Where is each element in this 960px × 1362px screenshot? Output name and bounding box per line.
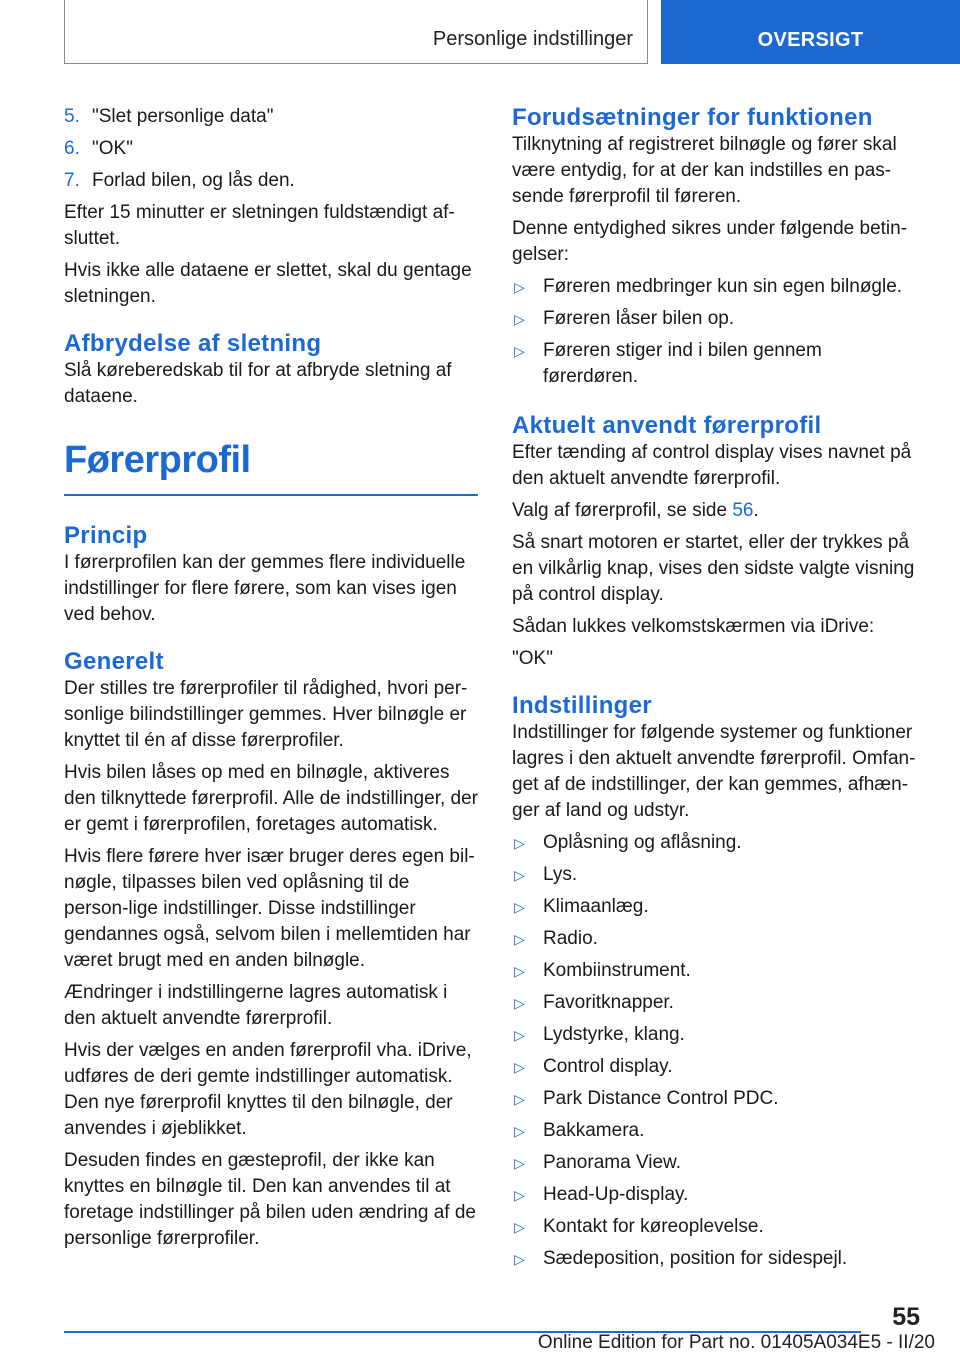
heading-forudsaetninger: Forudsætninger for funktionen bbox=[512, 104, 873, 131]
list-item bbox=[512, 830, 922, 856]
triangle-bullet-icon: ▷ bbox=[514, 963, 525, 979]
list-item-text: Lydstyrke, klang. bbox=[543, 1024, 685, 1045]
triangle-bullet-icon: ▷ bbox=[514, 867, 525, 883]
list-item bbox=[512, 894, 922, 920]
heading-generelt: Generelt bbox=[64, 647, 164, 675]
heading-forerprofil: Førerprofil bbox=[64, 439, 251, 481]
triangle-bullet-icon: ▷ bbox=[514, 1219, 525, 1235]
step-number: 6. bbox=[64, 138, 80, 159]
paragraph: Så snart motoren er startet, eller der trykkes på en vilkårlig knap, vises den sidste valgte visning på control display. bbox=[512, 532, 915, 605]
list-item bbox=[512, 1150, 922, 1176]
triangle-bullet-icon: ▷ bbox=[514, 311, 525, 327]
triangle-bullet-icon: ▷ bbox=[514, 899, 525, 915]
paragraph: Efter 15 minutter er sletningen fuldstændigt af-sluttet. bbox=[64, 202, 455, 249]
paragraph: Efter tænding af control display vises navnet på den aktuelt anvendte førerprofil. bbox=[512, 442, 912, 489]
paragraph: Slå køreberedskab til for at afbryde sletning af dataene. bbox=[64, 360, 452, 407]
paragraph: Tilknytning af registreret bilnøgle og fører skal være entydig, for at der kan indstilles en pas-sende førerprofil til føreren. bbox=[512, 134, 897, 207]
list-item bbox=[512, 926, 922, 952]
list-item-text: Føreren medbringer kun sin egen bilnøgle. bbox=[543, 276, 903, 297]
list-item bbox=[512, 1214, 922, 1240]
step-number: 7. bbox=[64, 170, 80, 191]
paragraph: I førerprofilen kan der gemmes flere individuelle indstillinger for flere førere, som kan vises igen ved behov. bbox=[64, 551, 466, 625]
list-item bbox=[512, 1118, 922, 1144]
heading-princip: Princip bbox=[64, 521, 148, 549]
list-item-text: Oplåsning og aflåsning. bbox=[543, 832, 742, 853]
paragraph: "OK" bbox=[512, 648, 553, 669]
triangle-bullet-icon: ▷ bbox=[514, 1027, 525, 1043]
page-number: 55 bbox=[892, 1303, 920, 1331]
list-item bbox=[512, 958, 922, 984]
paragraph: Ændringer i indstillingerne lagres automatisk i den aktuelt anvendte førerprofil. bbox=[64, 981, 448, 1029]
triangle-bullet-icon: ▷ bbox=[514, 835, 525, 851]
list-item bbox=[512, 1246, 922, 1272]
step-item bbox=[64, 136, 478, 162]
header-tab-overview[interactable] bbox=[661, 0, 960, 64]
right-column bbox=[512, 104, 922, 1278]
triangle-bullet-icon: ▷ bbox=[514, 995, 525, 1011]
triangle-bullet-icon: ▷ bbox=[514, 931, 525, 947]
list-item bbox=[512, 1054, 922, 1080]
paragraph: Hvis bilen låses op med en bilnøgle, aktiveres den tilknyttede førerprofil. Alle de indstillinger, der er gemt i førerprofilen, foretages automatisk. bbox=[64, 761, 478, 835]
paragraph: Denne entydighed sikres under følgende betin-gelser: bbox=[512, 218, 908, 265]
page-link-56[interactable]: 56 bbox=[732, 500, 754, 521]
footer-edition: Online Edition for Part no. 01405A034E5 - II/20 bbox=[537, 1332, 935, 1353]
list-item bbox=[512, 274, 922, 300]
list-item bbox=[512, 1022, 922, 1048]
paragraph: Hvis ikke alle dataene er slettet, skal du gentage sletningen. bbox=[64, 260, 472, 307]
list-item-text: Head-Up-display. bbox=[543, 1184, 689, 1205]
heading-afbrydelse: Afbrydelse af sletning bbox=[64, 330, 322, 357]
list-item-text: Klimaanlæg. bbox=[543, 896, 649, 917]
list-item-text: Føreren låser bilen op. bbox=[543, 308, 735, 329]
header-section-title: Personlige indstillinger bbox=[432, 28, 633, 50]
triangle-bullet-icon: ▷ bbox=[514, 1091, 525, 1107]
paragraph: Der stilles tre førerprofiler til rådighed, hvori per-sonlige bilindstillinger gemmes. Hver bilnøgle er knyttet til én af disse førerprofiler. bbox=[64, 677, 468, 751]
step-number: 5. bbox=[64, 106, 80, 127]
paragraph-page-ref bbox=[512, 498, 922, 524]
triangle-bullet-icon: ▷ bbox=[514, 1155, 525, 1171]
step-text: "Slet personlige data" bbox=[92, 106, 274, 127]
list-item bbox=[512, 306, 922, 332]
step-item bbox=[64, 168, 478, 194]
list-item bbox=[512, 1182, 922, 1208]
list-item-text: Føreren stiger ind i bilen gennem førerdøren. bbox=[543, 340, 822, 387]
ref-text-end: . bbox=[753, 500, 759, 521]
header-tab-label: OVERSIGT bbox=[757, 29, 864, 51]
list-item-text: Control display. bbox=[543, 1056, 673, 1077]
list-item bbox=[512, 338, 922, 390]
left-column bbox=[64, 104, 478, 1258]
triangle-bullet-icon: ▷ bbox=[514, 1123, 525, 1139]
list-item-text: Sædeposition, position for sidespejl. bbox=[543, 1248, 848, 1269]
triangle-bullet-icon: ▷ bbox=[514, 1251, 525, 1267]
triangle-bullet-icon: ▷ bbox=[514, 1059, 525, 1075]
header-section-box bbox=[64, 0, 648, 64]
section-rule bbox=[64, 494, 478, 496]
list-item-text: Favoritknapper. bbox=[543, 992, 674, 1013]
list-item-text: Lys. bbox=[543, 864, 578, 885]
list-item-text: Bakkamera. bbox=[543, 1120, 645, 1141]
paragraph: Hvis flere førere hver især bruger deres egen bil-nøgle, tilpasses bilen ved oplåsning til de person-lige indstillinger. Disse indstillinger gendannes også, selvom bilen i mellemtiden har været brugt med en anden bilnøgle. bbox=[64, 845, 475, 971]
heading-indstillinger: Indstillinger bbox=[512, 692, 652, 719]
list-item-text: Radio. bbox=[543, 928, 598, 949]
step-text: Forlad bilen, og lås den. bbox=[92, 170, 295, 191]
list-item-text: Panorama View. bbox=[543, 1152, 682, 1173]
list-item-text: Kombiinstrument. bbox=[543, 960, 691, 981]
paragraph: Sådan lukkes velkomstskærmen via iDrive: bbox=[512, 616, 875, 637]
step-item bbox=[64, 104, 478, 130]
paragraph: Indstillinger for følgende systemer og funktioner lagres i den aktuelt anvendte førerprofil. Omfan-get af de indstillinger, der kan gemmes, afhæn-ger af land og udstyr. bbox=[512, 722, 916, 821]
triangle-bullet-icon: ▷ bbox=[514, 1187, 525, 1203]
paragraph: Hvis der vælges en anden førerprofil vha. iDrive, udføres de deri gemte indstillinger automatisk. Den nye førerprofil knyttes til den bilnøgle, der anvendes i øjeblikket. bbox=[64, 1039, 472, 1139]
step-text: "OK" bbox=[92, 138, 133, 159]
triangle-bullet-icon: ▷ bbox=[514, 279, 525, 295]
settings-list bbox=[512, 830, 922, 1272]
paragraph: Desuden findes en gæsteprofil, der ikke kan knyttes en bilnøgle til. Den kan anvendes til at foretage indstillinger på bilen uden ændring af de personlige førerprofiler. bbox=[64, 1149, 476, 1249]
list-item-text: Park Distance Control PDC. bbox=[543, 1088, 779, 1109]
heading-aktuelt: Aktuelt anvendt førerprofil bbox=[512, 412, 822, 439]
list-item bbox=[512, 1086, 922, 1112]
list-item-text: Kontakt for køreoplevelse. bbox=[543, 1216, 764, 1237]
list-item bbox=[512, 862, 922, 888]
triangle-bullet-icon: ▷ bbox=[514, 343, 525, 359]
ref-text: Valg af førerprofil, se side bbox=[512, 500, 733, 521]
list-item bbox=[512, 990, 922, 1016]
